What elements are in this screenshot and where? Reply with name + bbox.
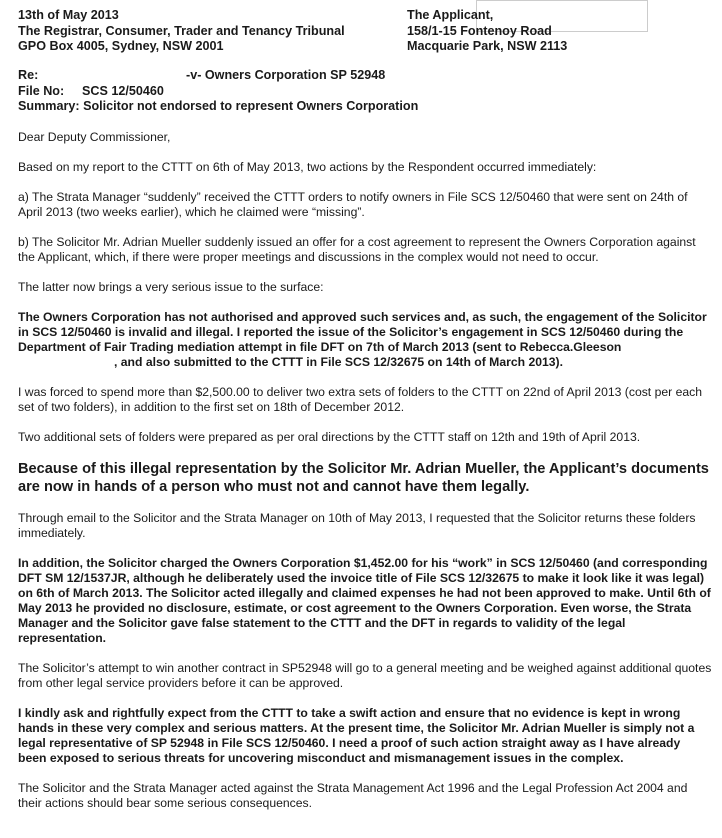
file-line — [18, 84, 712, 100]
recipient-line: GPO Box 4005, Sydney, NSW 2001 — [18, 39, 224, 53]
paragraph-emphasis: Because of this illegal representation by the Solicitor Mr. Adrian Mueller, the Applicant’s documents are now in hands of a person who must not and cannot have them legally. — [18, 460, 709, 495]
reference-block — [18, 68, 712, 115]
paragraph: Through email to the Solicitor and the Strata Manager on 10th of May 2013, I requested that the Solicitor returns these folders immediately. — [18, 510, 696, 540]
summary-line: Summary: Solicitor not endorsed to represent Owners Corporation — [18, 99, 419, 113]
paragraph: Based on my report to the CTTT on 6th of May 2013, two actions by the Respondent occurred immediately: — [18, 159, 597, 174]
paragraph: I was forced to spend more than $2,500.00 to deliver two extra sets of folders to the CTTT on 22nd of April 2013 (cost per each set of two folders), in addition to the first set on 18th of December 2012. — [18, 384, 703, 414]
file-value: SCS 12/50460 — [82, 83, 164, 98]
letter-date: 13th of May 2013 — [18, 8, 119, 22]
recipient-block — [18, 8, 345, 55]
re-line — [18, 68, 712, 84]
paragraph: The Solicitor and the Strata Manager acted against the Strata Management Act 1996 and the Legal Profession Act 2004 and their actions should bear some serious consequences. — [18, 780, 688, 810]
sender-line: 158/1-15 Fontenoy Road — [407, 23, 552, 38]
letter-page — [18, 6, 712, 826]
letter-header — [18, 6, 712, 60]
paragraph-bold — [18, 310, 712, 370]
paragraph: The Solicitor’s attempt to win another contract in SP52948 will go to a general meeting and be weighed against additional quotes from other legal service providers before it can be approved. — [18, 660, 712, 690]
re-label: Re: — [18, 68, 39, 82]
paragraph-bold: I kindly ask and rightfully expect from the CTTT to take a swift action and ensure that no evidence is kept in wrong hands in these very complex and serious matters. At the present time, the Solicitor Mr. Adrian Mueller is simply not a legal representative of SP 52948 in File SCS 12/50460. I need a proof of such action straight away as I have already been exposed to serious threats for uncovering misconduct and mismanagement issues in the complex. — [18, 705, 695, 765]
paragraph-text: , and also submitted to the CTTT in File SCS 12/32675 on 14th of March 2013). — [114, 354, 564, 369]
paragraph: a) The Strata Manager “suddenly” received the CTTT orders to notify owners in File SCS 12/50460 that were sent on 24th of April 2013 (two weeks earlier), which he claimed were “missing”. — [18, 189, 688, 219]
salutation: Dear Deputy Commissioner, — [18, 129, 171, 144]
sender-line: The Applicant, — [407, 8, 494, 22]
paragraph: Two additional sets of folders were prepared as per oral directions by the CTTT staff on 12th and 19th of April 2013. — [18, 429, 641, 444]
sender-block — [407, 8, 567, 55]
paragraph-text: The Owners Corporation has not authorised and approved such services and, as such, the engagement of the Solicitor in SCS 12/50460 is invalid and illegal. I reported the issue of the Solicitor’s engagement in SCS 12/50460 during the Department of Fair Trading mediation attempt in file DFT on 7th of March 2013 (sent to Rebecca.Gleeson — [18, 309, 707, 354]
re-value: -v- Owners Corporation SP 52948 — [186, 68, 386, 82]
recipient-line: The Registrar, Consumer, Trader and Tenancy Tribunal — [18, 23, 345, 38]
file-label: File No: — [18, 83, 65, 98]
paragraph-bold: In addition, the Solicitor charged the Owners Corporation $1,452.00 for his “work” in SCS 12/50460 (and corresponding DFT SM 12/1537JR, although he deliberately used the invoice title of File SCS 12/32675 to make it look like it was legal) on 6th of March 2013. The Solicitor acted illegally and claimed expenses he had not been approved to make. Until 6th of May 2013 he provided no disclosure, estimate, or cost agreement to the Owners Corporation. Even worse, the Strata Manager and the Solicitor gave false statement to the CTTT and the DFT in regards to validity of the legal representation. — [18, 555, 711, 645]
sender-line: Macquarie Park, NSW 2113 — [407, 39, 568, 53]
paragraph: The latter now brings a very serious issue to the surface: — [18, 279, 324, 294]
paragraph: b) The Solicitor Mr. Adrian Mueller suddenly issued an offer for a cost agreement to represent the Owners Corporation against the Applicant, which, if there were proper meetings and discussions in the complex would not need to occur. — [18, 234, 696, 264]
